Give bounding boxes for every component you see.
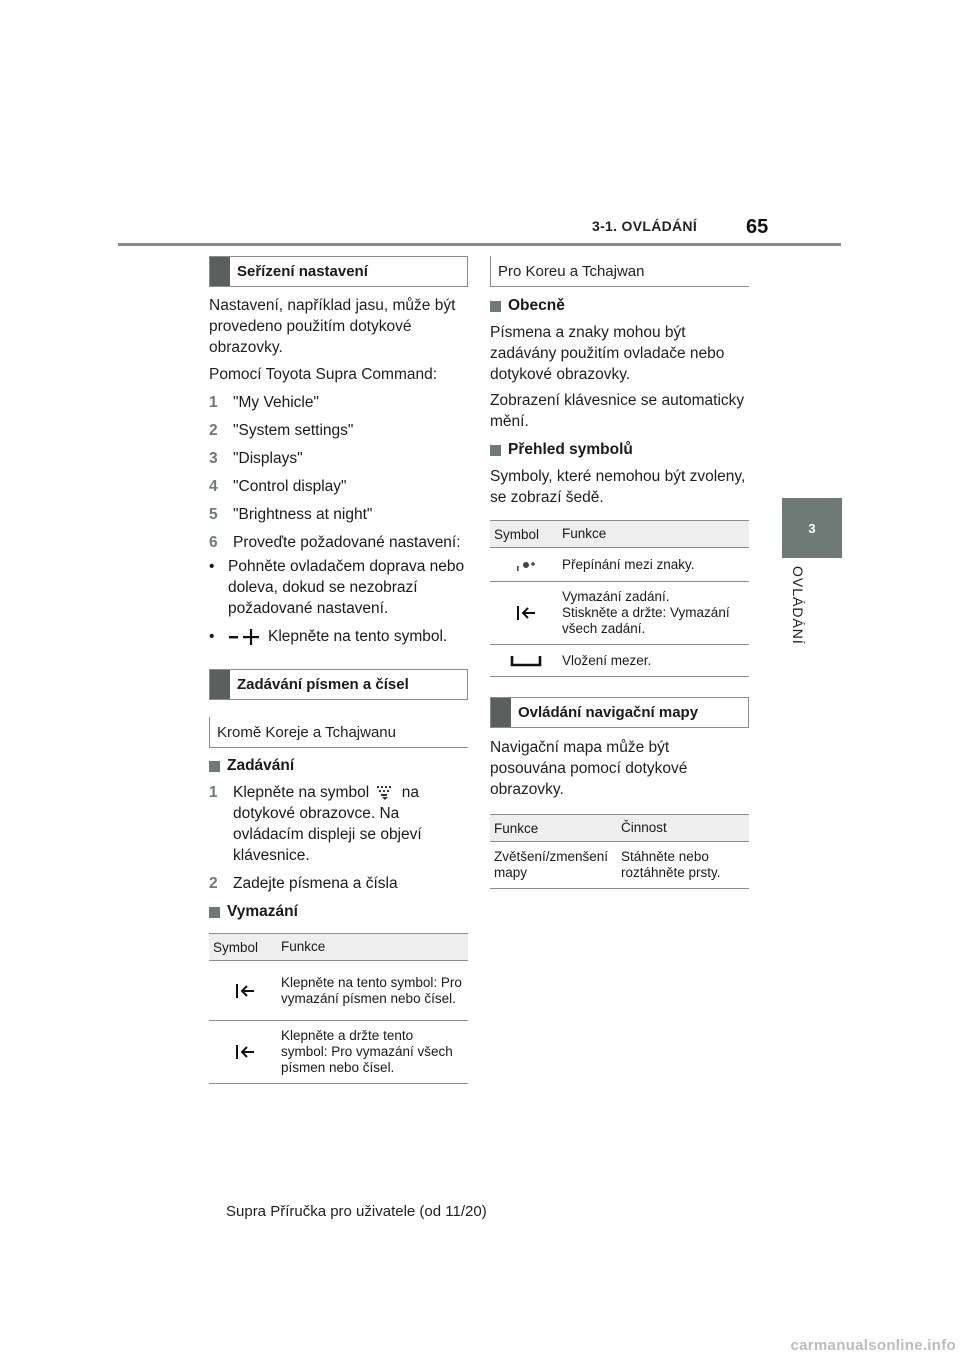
table-cell: Zvětšení/zmenšení mapy bbox=[494, 849, 609, 880]
table-header bbox=[209, 933, 468, 961]
page-number: 65 bbox=[746, 216, 769, 238]
step-1 bbox=[209, 392, 468, 413]
step-text: "Displays" bbox=[233, 450, 303, 467]
plus-icon bbox=[240, 628, 262, 646]
step-text: "Control display" bbox=[233, 478, 347, 495]
table-cell: Vymazání zadání. bbox=[562, 589, 670, 604]
backspace-icon bbox=[234, 1043, 256, 1061]
chapter-label: OVLÁDÁNÍ bbox=[790, 566, 806, 645]
overview-text: Symboly, které nemohou být zvoleny, se zobrazí šedě. bbox=[490, 468, 746, 506]
step-number: 3 bbox=[209, 450, 218, 467]
heading-text: Seřízení nastavení bbox=[237, 263, 368, 280]
table-cell: Stiskněte a držte: Vymazání všech zadání. bbox=[562, 605, 730, 636]
table-cell: Stáhněte nebo roztáhněte prsty. bbox=[621, 849, 721, 880]
chapter-number: 3 bbox=[808, 520, 816, 536]
general-heading bbox=[490, 297, 749, 315]
step-3 bbox=[209, 448, 468, 469]
section-title: 3-1. OVLÁDÁNÍ bbox=[592, 218, 698, 234]
entry-heading bbox=[209, 757, 468, 775]
chapter-tab bbox=[782, 498, 842, 558]
minihead-text: Přehled symbolů bbox=[508, 441, 633, 458]
table-row bbox=[490, 645, 749, 677]
step-text: Klepněte na symbol bbox=[233, 784, 370, 801]
column-header: Symbol bbox=[213, 939, 259, 955]
table-row bbox=[209, 961, 468, 1021]
minus-icon bbox=[228, 630, 240, 644]
navigation-table bbox=[490, 814, 749, 889]
table-row bbox=[490, 842, 749, 889]
entry-step-1 bbox=[209, 782, 468, 866]
step-6 bbox=[209, 532, 468, 553]
switch-chars-icon bbox=[515, 558, 537, 572]
table-header bbox=[490, 520, 749, 548]
backspace-icon bbox=[234, 982, 256, 1000]
bullet-controller: • Pohněte ovladačem doprava nebo doleva, dokud se nezobrazí požadované nastavení. bbox=[209, 556, 468, 619]
step-number: 4 bbox=[209, 478, 218, 495]
column-header: Funkce bbox=[281, 939, 326, 954]
column-header: Funkce bbox=[494, 820, 539, 836]
intro-text: Nastavení, například jasu, může být provedeno použitím dotykové obrazovky. bbox=[209, 297, 456, 356]
region-subheading: Kromě Koreje a Tchajwanu bbox=[209, 717, 468, 748]
column-header: Činnost bbox=[621, 820, 667, 835]
table-row bbox=[209, 1021, 468, 1084]
table-row bbox=[490, 582, 749, 645]
heading-text: Ovládání navigační mapy bbox=[518, 704, 699, 721]
section-heading-entry bbox=[209, 669, 468, 700]
step-number: 1 bbox=[209, 784, 218, 801]
table-cell: Klepněte a držte tento symbol: Pro vymazání všech písmen nebo čísel. bbox=[281, 1028, 453, 1075]
symbols-table bbox=[490, 520, 749, 677]
step-number: 6 bbox=[209, 534, 218, 551]
section-heading-navigation bbox=[490, 697, 749, 728]
step-text: Zadejte písmena a čísla bbox=[233, 875, 398, 892]
delete-heading bbox=[209, 903, 468, 921]
bullet-symbols: • Klepněte na tento symbol. bbox=[209, 628, 448, 645]
step-text: "Brightness at night" bbox=[233, 506, 373, 523]
left-column bbox=[209, 256, 468, 1084]
step-2 bbox=[209, 420, 468, 441]
general-text-1: Písmena a znaky mohou být zadávány použitím ovladače nebo dotykové obrazovky. bbox=[490, 324, 725, 383]
step-text: "My Vehicle" bbox=[233, 394, 319, 411]
header-divider bbox=[118, 243, 841, 246]
step-number: 1 bbox=[209, 394, 218, 411]
watermark: carmanualsonline.info bbox=[790, 1337, 956, 1354]
step-number: 5 bbox=[209, 506, 218, 523]
footer-text: Supra Příručka pro uživatele (od 11/20) bbox=[226, 1203, 487, 1220]
minihead-text: Zadávání bbox=[227, 757, 295, 774]
keyboard-icon bbox=[375, 785, 395, 801]
section-heading-settings bbox=[209, 256, 468, 287]
via-text: Pomocí Toyota Supra Command: bbox=[209, 366, 438, 383]
heading-bar bbox=[210, 670, 230, 699]
step-5 bbox=[209, 504, 468, 525]
step-text: Proveďte požadované nastavení: bbox=[233, 534, 461, 551]
table-row bbox=[490, 548, 749, 582]
step-text: na dotykové obrazovce. Na ovládacím displeji se objeví klávesnice. bbox=[233, 784, 422, 864]
step-text: "System settings" bbox=[233, 422, 354, 439]
overview-heading bbox=[490, 441, 749, 459]
heading-bar bbox=[491, 698, 511, 727]
bullet-text: Klepněte na tento symbol. bbox=[268, 628, 448, 645]
space-icon bbox=[510, 654, 542, 668]
table-header bbox=[490, 814, 749, 842]
minihead-text: Vymazání bbox=[227, 903, 298, 920]
region-subheading: Pro Koreu a Tchajwan bbox=[490, 256, 749, 287]
step-number: 2 bbox=[209, 422, 218, 439]
right-column bbox=[490, 256, 749, 889]
heading-text: Zadávání písmen a čísel bbox=[237, 676, 409, 693]
table-cell: Přepínání mezi znaky. bbox=[562, 556, 695, 572]
general-text-2: Zobrazení klávesnice se automaticky mění. bbox=[490, 392, 745, 430]
table-cell: Vložení mezer. bbox=[562, 652, 652, 668]
entry-step-2 bbox=[209, 873, 468, 894]
step-4 bbox=[209, 476, 468, 497]
minihead-text: Obecně bbox=[508, 297, 565, 314]
backspace-icon bbox=[515, 604, 537, 622]
column-header: Funkce bbox=[562, 526, 607, 541]
heading-bar bbox=[210, 257, 230, 286]
nav-text: Navigační mapa může být posouvána pomocí dotykové obrazovky. bbox=[490, 739, 688, 798]
delete-table bbox=[209, 933, 468, 1084]
bullet-text: Pohněte ovladačem doprava nebo doleva, dokud se nezobrazí požadované nastavení. bbox=[228, 558, 465, 617]
step-number: 2 bbox=[209, 875, 218, 892]
table-cell: Klepněte na tento symbol: Pro vymazání písmen nebo čísel. bbox=[281, 974, 462, 1006]
column-header: Symbol bbox=[494, 526, 540, 542]
